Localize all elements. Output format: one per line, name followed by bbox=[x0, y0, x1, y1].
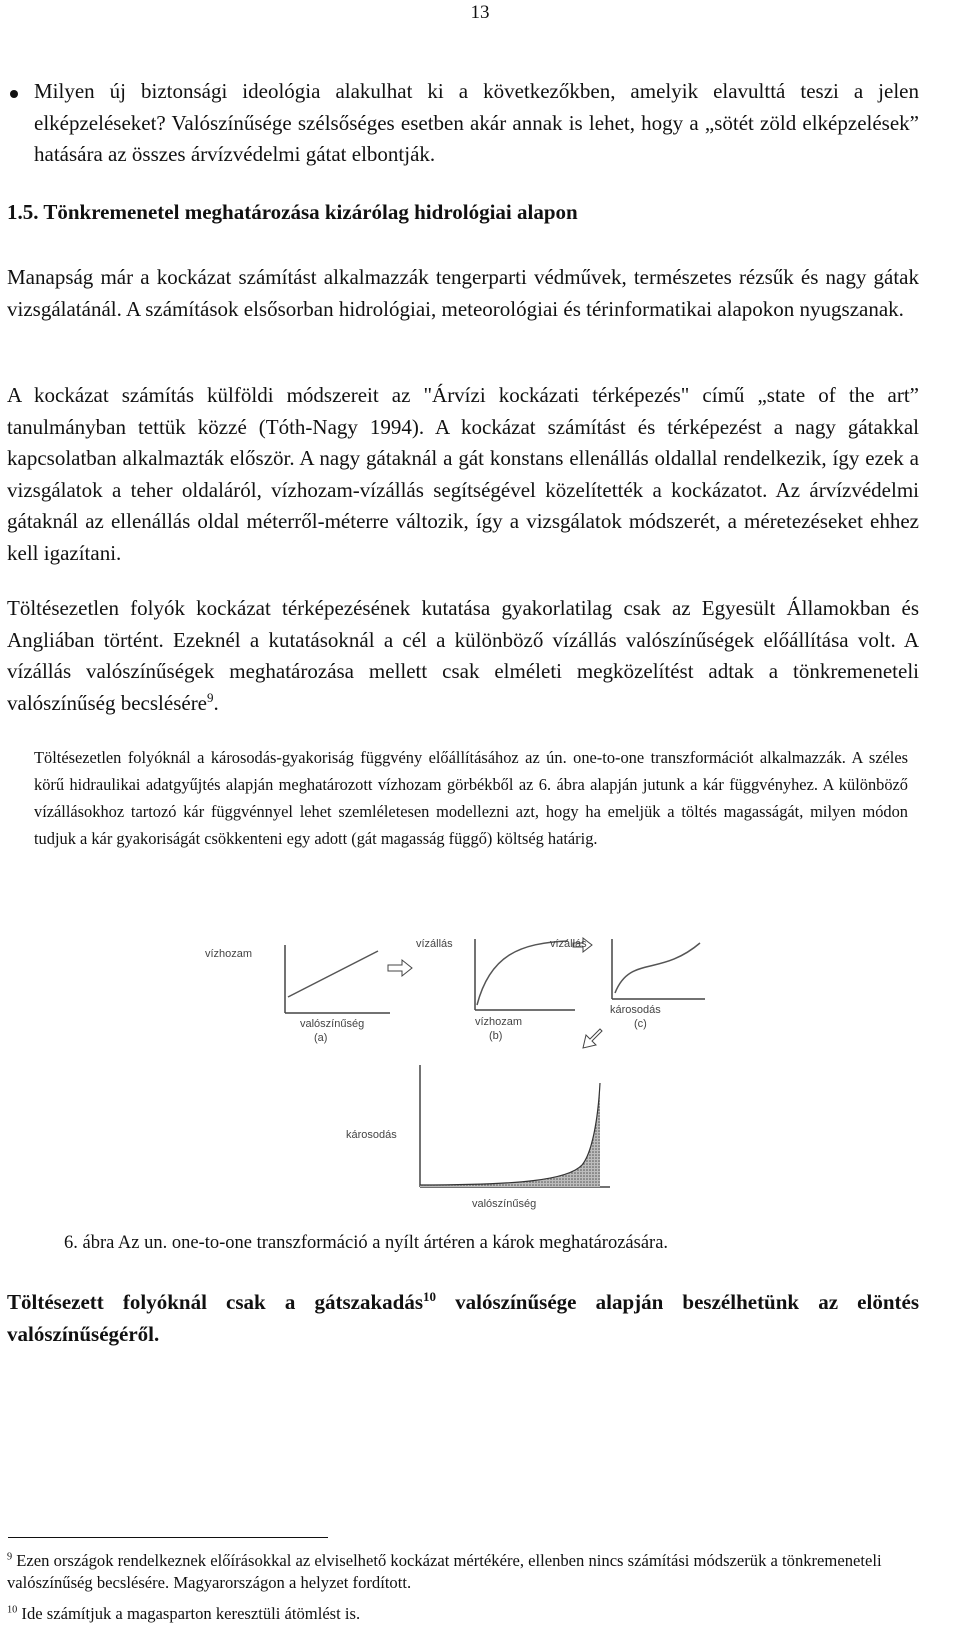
bold-paragraph-start: Töltésezett folyóknál csak a gátszakadás bbox=[7, 1290, 423, 1314]
arrow-icon bbox=[583, 1029, 602, 1048]
curve-a bbox=[288, 951, 378, 997]
paragraph-3-text: Töltésezetlen folyók kockázat térképezésének kutatása gyakorlatilag csak az Egyesült Államokban és Angliában történt. Ezeknél a kutatásoknál a cél a különböző vízállás valószínűségek előállítása volt. A vízállás valószínűségek meghatározása mellett csak elméleti megközelítést adtak a tönkremeneteli valószínűség becslésére bbox=[7, 596, 919, 715]
footnote-10 bbox=[7, 1603, 919, 1625]
section-heading: 1.5. Tönkremenetel meghatározása kizárólag hidrológiai alapon bbox=[7, 200, 578, 224]
footnote-9-text: Ezen országok rendelkeznek előírásokkal az elviselhető kockázat mértékére, ellenben nincs számítási módszerük a tönkremeneteli valószínűség becslésére. Magyarországon a helyzet fordított. bbox=[7, 1551, 882, 1592]
arrow-icon bbox=[388, 960, 412, 976]
bold-paragraph bbox=[7, 1287, 919, 1350]
figure-6 bbox=[190, 935, 740, 1215]
curve-b bbox=[477, 941, 568, 1005]
bold-paragraph-end: valószínűsége alapján beszélhetünk az elöntés valószínűségéről. bbox=[7, 1290, 919, 1346]
panel-b bbox=[416, 938, 575, 1042]
bullet-paragraph: Milyen új biztonsági ideológia alakulhat ki a következőkben, amelyik elavulttá teszi a jelen elképzeléseket? Valószínűsége szélsőséges esetben akár annak is lehet, hogy a „sötét zöld elképzelések” hatására az összes árvízvédelmi gátat elbontják. bbox=[34, 79, 919, 166]
panel-c bbox=[550, 938, 705, 1030]
curve-d bbox=[420, 1083, 600, 1185]
footnote-10-text: Ide számítjuk a magasparton keresztüli átömlést is. bbox=[17, 1604, 361, 1623]
panel-d-ylabel: károsodás bbox=[346, 1129, 397, 1141]
footnote-9-number: 9 bbox=[7, 1551, 13, 1563]
paragraph-3 bbox=[7, 593, 919, 719]
curve-c bbox=[615, 943, 700, 993]
note-paragraph: Töltésezetlen folyóknál a károsodás-gyakoriság függvény előállításához az ún. one-to-one transzformációt alkalmazzák. A széles körű hidraulikai adatgyűjtés alapján meghatározott vízhozam görbékből az 6. ábra alapján jutunk a kár függvényhez. A különböző vízállásokhoz tartozó kár függvénnyel lehet szemléletesen modellezni azt, hogy ha emeljük a töltés magasságát, milyen módon tudjuk a kár gyakoriságát csökkenteni egy adott (gát magasság függő) költség határig. bbox=[34, 748, 908, 848]
panel-b-xlabel: vízhozam bbox=[475, 1016, 523, 1028]
panel-d bbox=[346, 1065, 610, 1210]
footnote-separator bbox=[8, 1537, 328, 1538]
figure-caption: 6. ábra Az un. one-to-one transzformáció a nyílt ártéren a károk meghatározására. bbox=[64, 1233, 669, 1253]
paragraph-2: A kockázat számítás külföldi módszereit az "Árvízi kockázati térképezés" című „state of the art” tanulmányban tettük közzé (Tóth-Nagy 1994). A kockázat számítást és térképezést a nagy gátakkal kapcsolatban alkalmazták először. A nagy gátaknál a gát konstans ellenállás oldallal rendelkezik, így ezek a vizsgálatok a teher oldaláról, vízhozam-vízállás segítségével közelítették a kockázatot. Az árvízvédelmi gátaknál az ellenállás oldal méterről-méterre változik, így a vizsgálatok módszerét, a méretezéseket ehhez kell igazítani. bbox=[7, 383, 919, 565]
panel-c-xlabel: károsodás bbox=[610, 1004, 661, 1016]
panel-c-tag: (c) bbox=[634, 1018, 647, 1030]
panel-a-ylabel: vízhozam bbox=[205, 948, 253, 960]
page-number: 13 bbox=[470, 2, 490, 23]
paragraph-3-end: . bbox=[213, 690, 219, 715]
panel-a bbox=[205, 945, 390, 1044]
panel-a-tag: (a) bbox=[314, 1032, 328, 1044]
footnote-9 bbox=[7, 1550, 919, 1594]
paragraph-1: Manapság már a kockázat számítást alkalmazzák tengerparti védművek, természetes rézsűk és nagy gátak vizsgálatánál. A számítások elsősorban hidrológiai, meteorológiai és térinformatikai alapokon nyugszanak. bbox=[7, 265, 919, 321]
panel-b-ylabel: vízállás bbox=[416, 938, 453, 950]
panel-b-tag: (b) bbox=[489, 1030, 503, 1042]
bullet-icon bbox=[10, 90, 18, 98]
footnote-ref-10: 10 bbox=[423, 1289, 437, 1304]
panel-c-ylabel: vízállás bbox=[550, 938, 587, 950]
footnote-10-number: 10 bbox=[7, 1604, 18, 1616]
panel-a-xlabel: valószínűség bbox=[300, 1018, 365, 1030]
panel-d-xlabel: valószínűség bbox=[472, 1198, 537, 1210]
footnote-ref-9: 9 bbox=[207, 689, 214, 705]
